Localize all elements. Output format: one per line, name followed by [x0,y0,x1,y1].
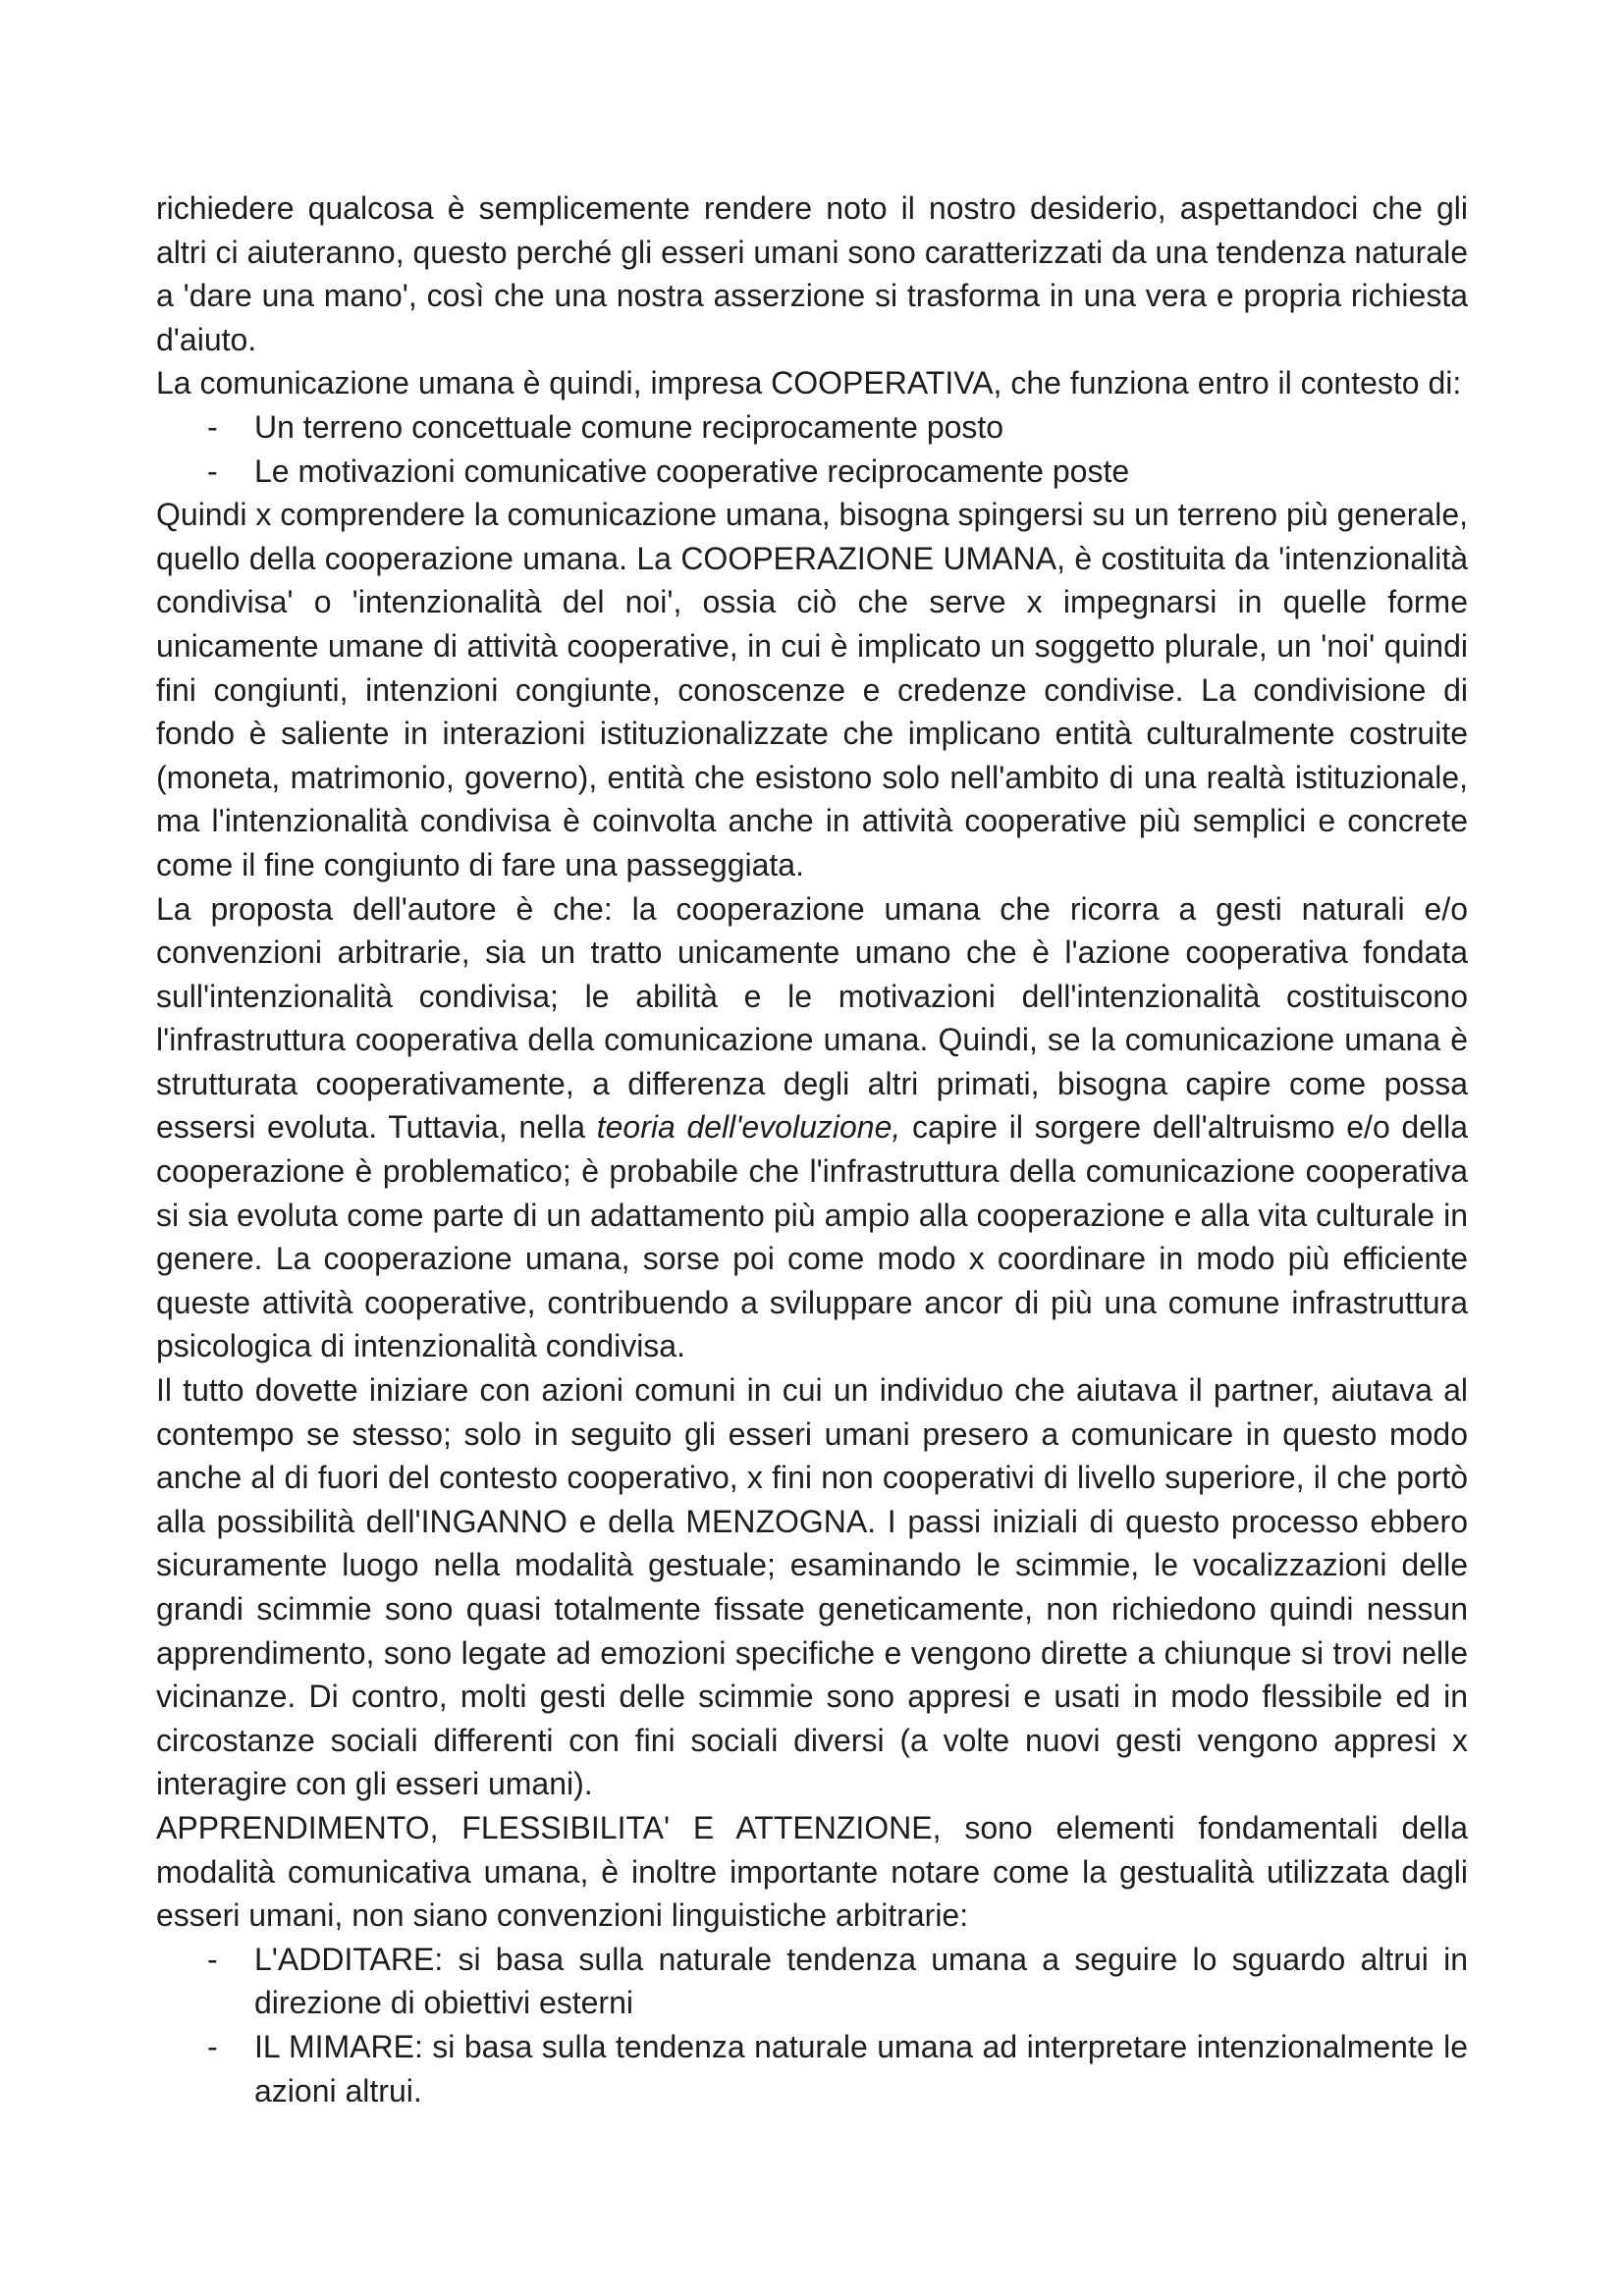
paragraph-2: La comunicazione umana è quindi, impresa COOPERATIVA, che funziona entro il contesto di: [156,365,1462,401]
dash-bullet: - [207,453,218,489]
paragraph-4-emphasis: teoria dell'evoluzione, [596,1109,901,1146]
document-page [156,187,1468,2112]
dash-bullet: - [207,1941,218,1977]
paragraph-5: Il tutto dovette iniziare con azioni comuni in cui un individuo che aiutava il partner, aiutava al contempo se stesso; solo in seguito gli esseri umani presero a comunicare in questo modo anche al di fuori del contesto cooperativo, x fini non cooperativi di livello superiore, il che portò alla possibilità dell'INGANNO e della MENZOGNA. I passi iniziali di questo processo ebbero sicuramente luogo nella modalità gestuale; esaminando le scimmie, le vocalizzazioni delle grandi scimmie sono quasi totalmente fissate geneticamente, non richiedono quindi nessun apprendimento, sono legate ad emozioni specifiche e vengono dirette a chiunque si trovi nelle vicinanze. Di contro, molti gesti delle scimmie sono appresi e usati in modo flessibile ed in circostanze sociali differenti con fini sociali diversi (a volte nuovi gesti vengono appresi x interagire con gli esseri umani). [156,1372,1468,1802]
paragraph-3: Quindi x comprendere la comunicazione umana, bisogna spingersi su un terreno più generale, quello della cooperazione umana. La COOPERAZIONE UMANA, è costituita da 'intenzionalità condivisa' o 'intenzionalità del noi', ossia ciò che serve x impegnarsi in quelle forme unicamente umane di attività cooperative, in cui è implicato un soggetto plurale, un 'noi' quindi fini congiunti, intenzioni congiunte, conoscenze e credenze condivise. La condivisione di fondo è saliente in interazioni istituzionalizzate che implicano entità culturalmente costruite (moneta, matrimonio, governo), entità che esistono solo nell'ambito di una realtà istituzionale, ma l'intenzionalità condivisa è coinvolta anche in attività cooperative più semplici e concrete come il fine congiunto di fare una passeggiata. [156,497,1468,882]
dash-bullet: - [207,408,218,445]
bullet-list-2 [156,1938,1468,2112]
list-item-text: Un terreno concettuale comune reciprocamente posto [254,408,1004,445]
bullet-list-1 [156,405,1468,493]
dash-bullet: - [207,2028,218,2064]
list-item-text: Le motivazioni comunicative cooperative reciprocamente poste [254,453,1130,489]
paragraph-6: APPRENDIMENTO, FLESSIBILITA' E ATTENZIONE, sono elementi fondamentali della modalità comunicativa umana, è inoltre importante notare come la gestualità utilizzata dagli esseri umani, non siano convenzioni linguistiche arbitrarie: [156,1809,1468,1934]
list-item [156,1938,1468,2025]
paragraph-4-part-a: La proposta dell'autore è che: la cooperazione umana che ricorra a gesti naturali e/o convenzioni arbitrarie, sia un tratto unicamente umano che è l'azione cooperativa fondata sull'intenzionalità condivisa; le abilità e le motivazioni dell'intenzionalità costituiscono l'infrastruttura cooperativa della comunicazione umana. Quindi, se la comunicazione umana è strutturata cooperativamente, a differenza degli altri primati, bisogna capire come possa essersi evoluta. Tuttavia, nella [156,890,1468,1146]
paragraph-4-part-b: capire il sorgere dell'altruismo e/o della cooperazione è problematico; è probabile che l'infrastruttura della comunicazione cooperativa si sia evoluta come parte di un adattamento più ampio alla cooperazione e alla vita culturale in genere. La cooperazione umana, sorse poi come modo x coordinare in modo più efficiente queste attività cooperative, contribuendo a sviluppare ancor di più una comune infrastruttura psicologica di intenzionalità condivisa. [156,1109,1469,1364]
paragraph-1: richiedere qualcosa è semplicemente rendere noto il nostro desiderio, aspettandoci che gli altri ci aiuteranno, questo perché gli esseri umani sono caratterizzati da una tendenza naturale a 'dare una mano', così che una nostra asserzione si trasforma in una vera e propria richiesta d'aiuto. [156,190,1468,357]
list-item [156,450,1468,494]
list-item [156,405,1468,450]
list-item-text: L'ADDITARE: si basa sulla naturale tendenza umana a seguire lo sguardo altrui in direzione di obiettivi esterni [254,1941,1468,2021]
list-item [156,2025,1468,2112]
paragraph-4 [156,887,1468,1369]
list-item-text: IL MIMARE: si basa sulla tendenza naturale umana ad interpretare intenzionalmente le azioni altrui. [254,2028,1468,2109]
